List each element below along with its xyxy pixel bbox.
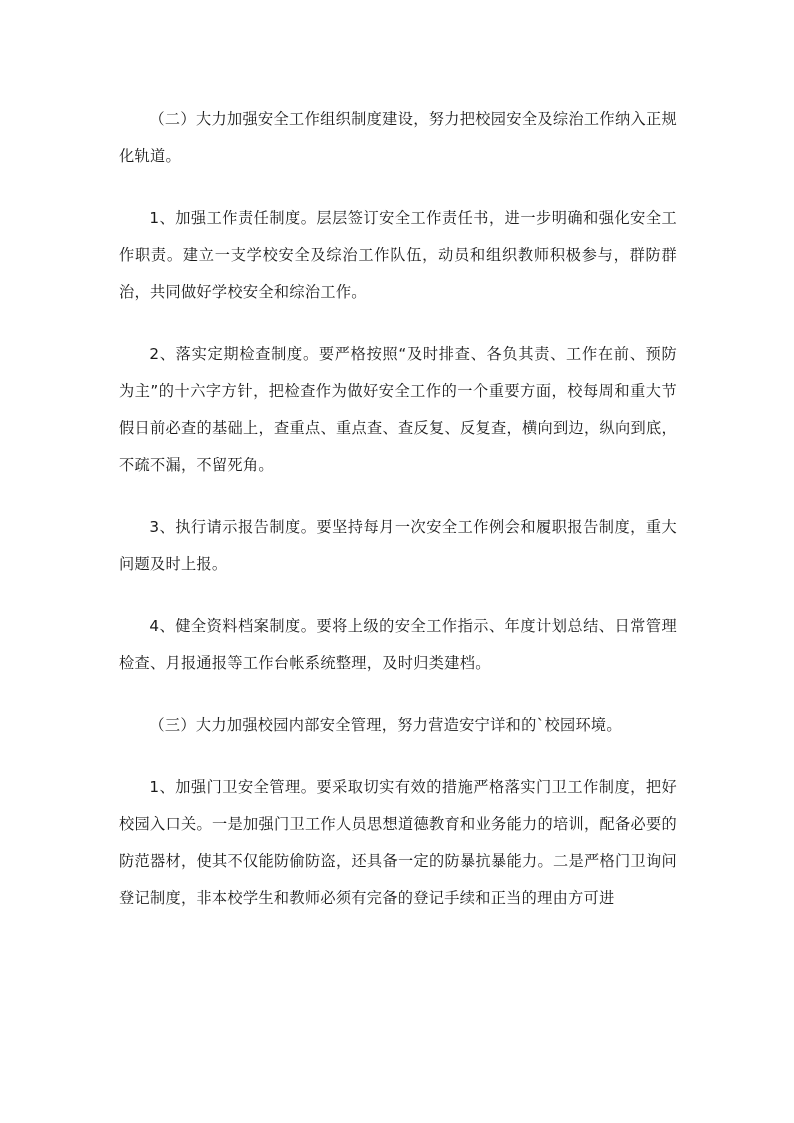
paragraph-spacer [119,744,677,769]
responsibility-system-paragraph: 1、加强工作责任制度。层层签订安全工作责任书，进一步明确和强化安全工作职责。建立一支学校安全及综治工作队伍，动员和组织教师积极参与，群防群治，共同做好学校安全和综治工作。 [119,209,677,301]
section-two-heading-paragraph: （二）大力加强安全工作组织制度建设，努力把校园安全及综治工作纳入正规化轨道。 [119,110,677,165]
reporting-system-paragraph: 3、执行请示报告制度。要坚持每月一次安全工作例会和履职报告制度，重大问题及时上报。 [119,518,677,573]
paragraph-spacer [119,484,677,509]
paragraph-spacer [119,583,677,608]
archive-system-paragraph: 4、健全资料档案制度。要将上级的安全工作指示、年度计划总结、日常管理检查、月报通报等工作台帐系统整理，及时归类建档。 [119,617,677,672]
document-body [119,101,677,917]
paragraph-spacer [119,682,677,707]
paragraph-spacer [119,311,677,336]
paragraph-spacer [119,175,677,200]
gate-security-paragraph: 1、加强门卫安全管理。要采取切实有效的措施严格落实门卫工作制度，把好校园入口关。一是加强门卫工作人员思想道德教育和业务能力的培训，配备必要的防范器材，使其不仅能防偷防盗，还具备一定的防暴抗暴能力。二是严格门卫询问登记制度，非本校学生和教师必须有完备的登记手续和正当的理由方可进 [119,778,677,907]
section-three-heading-paragraph: （三）大力加强校园内部安全管理，努力营造安宁详和的`校园环境。 [149,716,622,734]
inspection-system-paragraph: 2、落实定期检查制度。要严格按照“及时排查、各负其责、工作在前、预防为主”的十六字方针，把检查作为做好安全工作的一个重要方面，校每周和重大节假日前必查的基础上，查重点、重点查、查反复、反复查，横向到边，纵向到底，不疏不漏，不留死角。 [119,345,677,474]
